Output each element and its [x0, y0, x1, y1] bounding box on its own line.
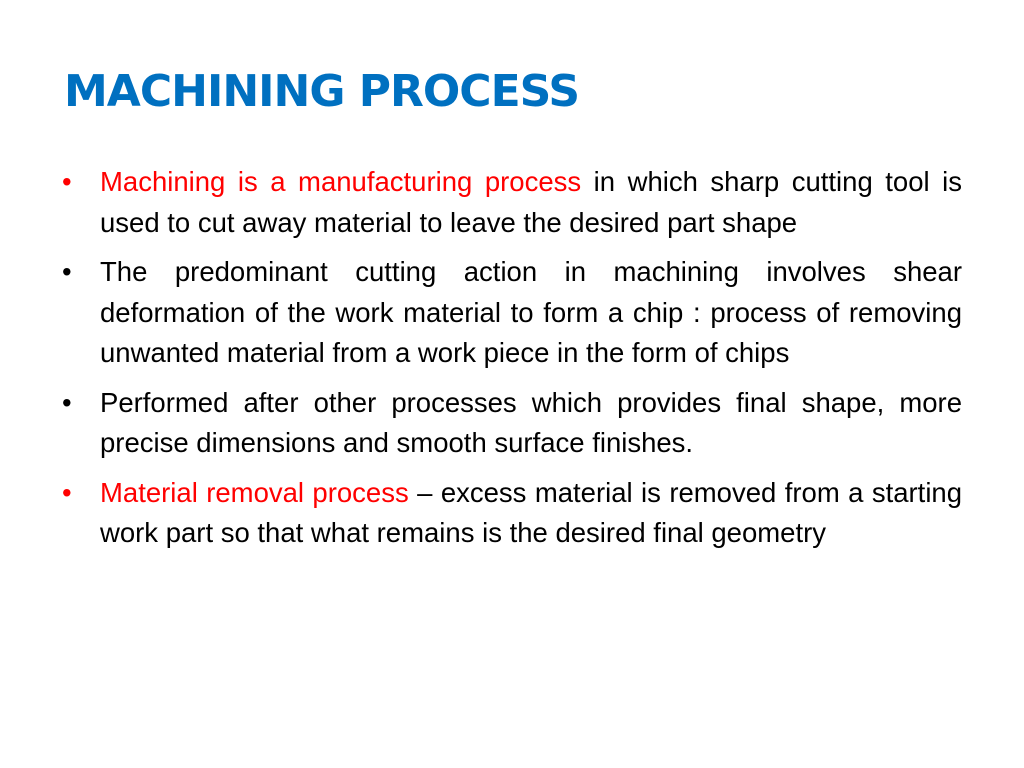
- bullet-highlight-text: Machining is a manufacturing process: [100, 166, 582, 197]
- bullet-item: [62, 383, 962, 464]
- bullet-text: Performed after other processes which provides final shape, more precise dimensions and smooth surface finishes.: [100, 386, 962, 458]
- bullet-highlight-text: Material removal process: [100, 476, 409, 508]
- bullet-marker: •: [62, 386, 72, 418]
- bullet-item: [62, 473, 962, 554]
- bullet-text: in which sharp cutting tool is used to cut away material to leave the desired part shape: [100, 166, 962, 238]
- bullet-text: – excess material is removed from a starting work part so that what remains is the desired final geometry: [100, 476, 963, 548]
- bullet-marker: •: [62, 256, 72, 287]
- bullet-item: [62, 162, 962, 243]
- bullet-marker: •: [62, 476, 72, 508]
- bullet-item: [62, 252, 962, 374]
- bullet-list: [62, 162, 962, 563]
- slide-title: MACHINING PROCESS: [64, 66, 580, 117]
- bullet-marker: •: [62, 166, 72, 197]
- bullet-text: The predominant cutting action in machining involves shear deformation of the work material to form a chip : process of removing unwanted material from a work piece in the form of chips: [100, 256, 962, 368]
